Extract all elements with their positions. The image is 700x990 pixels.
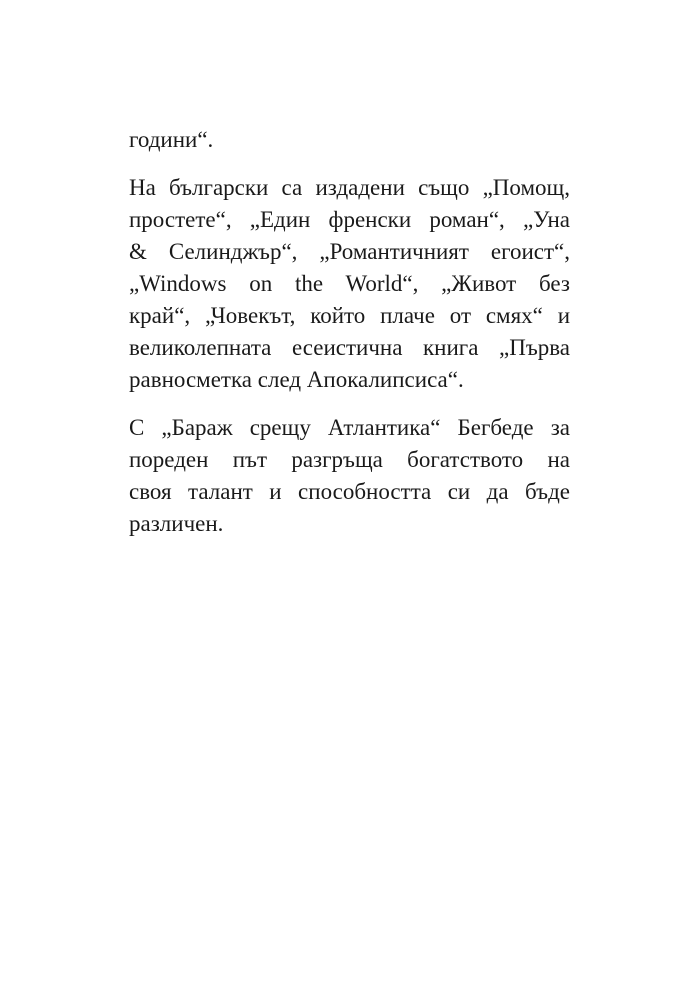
text-line: простете“, „Един френски роман“, „Уна xyxy=(129,207,570,232)
text-line: край“, „Човекът, който плаче от смях“ и xyxy=(129,303,570,328)
body-text xyxy=(129,124,570,556)
text-line: различен. xyxy=(129,511,224,536)
text-line: С „Бараж срещу Атлантика“ Бегбеде за xyxy=(129,415,570,440)
text-line: пореден път разгръща богатството на xyxy=(129,447,570,472)
text-line: равносметка след Апокалипсиса“. xyxy=(129,367,464,392)
paragraph-1 xyxy=(129,124,570,156)
text-line: „Windows on the World“, „Живот без xyxy=(129,271,570,296)
text-line: своя талант и способността си да бъде xyxy=(129,479,570,504)
paragraph-2 xyxy=(129,172,570,396)
text-line: години“. xyxy=(129,127,214,152)
text-line: & Селинджър“, „Романтичният егоист“, xyxy=(129,239,570,264)
paragraph-3 xyxy=(129,412,570,540)
text-line: великолепната есеистична книга „Първа xyxy=(129,335,570,360)
text-line: На български са издадени също „Помощ, xyxy=(129,175,570,200)
